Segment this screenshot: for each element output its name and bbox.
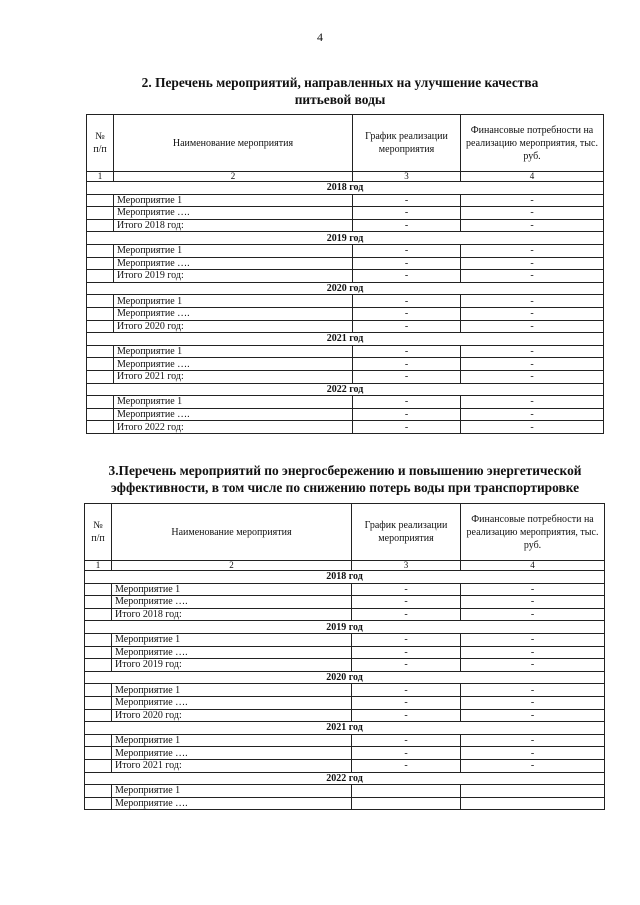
finance-cell: - — [461, 219, 604, 232]
table-header-row — [87, 115, 604, 172]
table-section-3 — [84, 503, 605, 810]
finance-cell: - — [461, 396, 604, 409]
table-row — [85, 785, 605, 798]
col-number-3: 3 — [353, 172, 461, 182]
year-row — [87, 182, 604, 195]
header-col-name: Наименование мероприятия — [114, 115, 353, 172]
event-name: Мероприятие 1 — [112, 633, 352, 646]
event-name: Мероприятие …. — [112, 747, 352, 760]
year-row — [85, 571, 605, 584]
col-number-4: 4 — [461, 172, 604, 182]
finance-cell: - — [461, 596, 605, 609]
event-name: Мероприятие …. — [114, 408, 353, 421]
table-row — [87, 307, 604, 320]
header-col-number: № п/п — [87, 115, 114, 172]
schedule-cell: - — [352, 596, 461, 609]
year-row — [85, 722, 605, 735]
total-label: Итого 2020 год: — [112, 709, 352, 722]
finance-cell: - — [461, 659, 605, 672]
table-row — [87, 244, 604, 257]
col-number-1: 1 — [85, 561, 112, 571]
total-row — [87, 370, 604, 383]
event-name: Мероприятие …. — [114, 307, 353, 320]
event-name: Мероприятие 1 — [114, 295, 353, 308]
page-number: 4 — [317, 30, 323, 44]
schedule-cell: - — [352, 659, 461, 672]
total-row — [87, 421, 604, 434]
table-row — [85, 734, 605, 747]
year-row — [85, 772, 605, 785]
year-label: 2021 год — [85, 722, 605, 735]
year-row — [87, 383, 604, 396]
table-row — [85, 747, 605, 760]
year-row — [85, 621, 605, 634]
schedule-cell: - — [353, 421, 461, 434]
finance-cell: - — [461, 307, 604, 320]
schedule-cell: - — [353, 270, 461, 283]
event-name: Мероприятие …. — [112, 696, 352, 709]
table-header-row — [85, 504, 605, 561]
year-label: 2019 год — [85, 621, 605, 634]
table-row — [87, 358, 604, 371]
table-row — [87, 295, 604, 308]
year-label: 2020 год — [85, 671, 605, 684]
total-label: Итого 2018 год: — [112, 608, 352, 621]
schedule-cell: - — [353, 194, 461, 207]
total-label: Итого 2021 год: — [112, 759, 352, 772]
table-row — [85, 696, 605, 709]
finance-cell: - — [461, 194, 604, 207]
finance-cell: - — [461, 608, 605, 621]
schedule-cell: - — [352, 759, 461, 772]
table-row — [87, 396, 604, 409]
finance-cell: - — [461, 244, 604, 257]
schedule-cell: - — [352, 583, 461, 596]
schedule-cell: - — [353, 207, 461, 220]
total-label: Итого 2019 год: — [114, 270, 353, 283]
year-label: 2021 год — [87, 333, 604, 346]
table-row — [87, 408, 604, 421]
event-name: Мероприятие 1 — [112, 583, 352, 596]
section-3-title-line2: эффективности, в том числе по снижению потерь воды при транспортировке — [110, 480, 580, 495]
event-name: Мероприятие …. — [112, 797, 352, 810]
event-name: Мероприятие 1 — [112, 734, 352, 747]
schedule-cell: - — [353, 219, 461, 232]
header-col-name: Наименование мероприятия — [112, 504, 352, 561]
event-name: Мероприятие 1 — [114, 396, 353, 409]
section-2-title — [120, 74, 560, 108]
total-row — [87, 219, 604, 232]
header-col-schedule: График реализации мероприятия — [353, 115, 461, 172]
col-number-2: 2 — [114, 172, 353, 182]
finance-cell: - — [461, 257, 604, 270]
total-row — [85, 759, 605, 772]
total-row — [85, 608, 605, 621]
schedule-cell: - — [353, 244, 461, 257]
total-row — [85, 659, 605, 672]
schedule-cell: - — [353, 408, 461, 421]
event-name: Мероприятие …. — [112, 596, 352, 609]
finance-cell: - — [461, 207, 604, 220]
header-col-number: № п/п — [85, 504, 112, 561]
year-label: 2020 год — [87, 282, 604, 295]
table-row — [87, 194, 604, 207]
event-name: Мероприятие 1 — [112, 684, 352, 697]
table-row — [85, 797, 605, 810]
total-label: Итого 2018 год: — [114, 219, 353, 232]
year-row — [87, 232, 604, 245]
schedule-cell: - — [353, 370, 461, 383]
finance-cell: - — [461, 358, 604, 371]
finance-cell: - — [461, 633, 605, 646]
finance-cell: - — [461, 295, 604, 308]
finance-cell: - — [461, 696, 605, 709]
header-col-finance: Финансовые потребности на реализацию мероприятия, тыс. руб. — [461, 504, 605, 561]
schedule-cell: - — [352, 646, 461, 659]
schedule-cell: - — [352, 696, 461, 709]
schedule-cell: - — [353, 345, 461, 358]
year-row — [85, 671, 605, 684]
year-label: 2018 год — [85, 571, 605, 584]
finance-cell: - — [461, 734, 605, 747]
column-numbers-row — [85, 561, 605, 571]
schedule-cell: - — [353, 307, 461, 320]
schedule-cell: - — [352, 684, 461, 697]
schedule-cell: - — [353, 295, 461, 308]
finance-cell: - — [461, 759, 605, 772]
finance-cell: - — [461, 709, 605, 722]
year-label: 2018 год — [87, 182, 604, 195]
table-row — [85, 583, 605, 596]
column-numbers-row — [87, 172, 604, 182]
total-label: Итого 2020 год: — [114, 320, 353, 333]
event-name: Мероприятие 1 — [112, 785, 352, 798]
schedule-cell: - — [352, 608, 461, 621]
year-row — [87, 282, 604, 295]
total-row — [87, 320, 604, 333]
schedule-cell: - — [352, 734, 461, 747]
year-label: 2022 год — [85, 772, 605, 785]
section-2-title-line2: питьевой воды — [294, 92, 386, 107]
finance-cell: - — [461, 583, 605, 596]
total-label: Итого 2022 год: — [114, 421, 353, 434]
total-row — [87, 270, 604, 283]
finance-cell: - — [461, 270, 604, 283]
year-row — [87, 333, 604, 346]
event-name: Мероприятие 1 — [114, 244, 353, 257]
schedule-cell: - — [353, 320, 461, 333]
finance-cell: - — [461, 684, 605, 697]
event-name: Мероприятие …. — [112, 646, 352, 659]
table-section-2 — [86, 114, 604, 434]
finance-cell: - — [461, 345, 604, 358]
event-name: Мероприятие 1 — [114, 194, 353, 207]
finance-cell: - — [461, 421, 604, 434]
finance-cell: - — [461, 320, 604, 333]
total-label: Итого 2021 год: — [114, 370, 353, 383]
schedule-cell: - — [353, 358, 461, 371]
event-name: Мероприятие …. — [114, 257, 353, 270]
finance-cell: - — [461, 408, 604, 421]
year-label: 2019 год — [87, 232, 604, 245]
event-name: Мероприятие …. — [114, 207, 353, 220]
finance-cell: - — [461, 646, 605, 659]
schedule-cell: - — [353, 396, 461, 409]
section-3-title-line1: 3.Перечень мероприятий по энергосбережению и повышению энергетической — [108, 463, 582, 478]
header-col-finance: Финансовые потребности на реализацию мероприятия, тыс. руб. — [461, 115, 604, 172]
header-col-schedule: График реализации мероприятия — [352, 504, 461, 561]
year-label: 2022 год — [87, 383, 604, 396]
finance-cell: - — [461, 370, 604, 383]
table-row — [85, 684, 605, 697]
total-row — [85, 709, 605, 722]
table-row — [87, 257, 604, 270]
table-row — [85, 646, 605, 659]
col-number-4: 4 — [461, 561, 605, 571]
section-2-title-line1: 2. Перечень мероприятий, направленных на улучшение качества — [141, 75, 539, 90]
section-3-title — [80, 462, 610, 496]
schedule-cell: - — [352, 709, 461, 722]
col-number-3: 3 — [352, 561, 461, 571]
finance-cell: - — [461, 747, 605, 760]
schedule-cell: - — [353, 257, 461, 270]
event-name: Мероприятие …. — [114, 358, 353, 371]
table-row — [85, 596, 605, 609]
event-name: Мероприятие 1 — [114, 345, 353, 358]
schedule-cell: - — [352, 633, 461, 646]
total-label: Итого 2019 год: — [112, 659, 352, 672]
col-number-1: 1 — [87, 172, 114, 182]
col-number-2: 2 — [112, 561, 352, 571]
table-row — [87, 345, 604, 358]
schedule-cell: - — [352, 747, 461, 760]
table-row — [85, 633, 605, 646]
table-row — [87, 207, 604, 220]
